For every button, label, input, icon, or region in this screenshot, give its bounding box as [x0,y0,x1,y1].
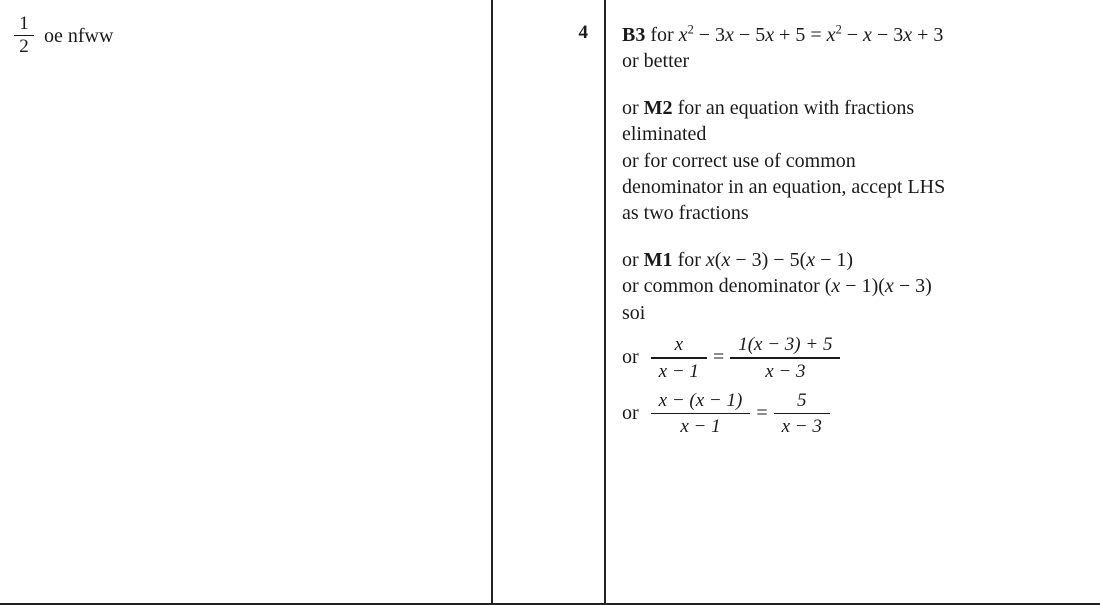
guidance-equation-1 [622,334,1086,382]
guidance-cell [606,0,1100,605]
eq1-right-numerator: 1(x − 3) + 5 [738,333,833,355]
m2-line-5: as two fractions [622,202,749,225]
eq2-equals: = [756,402,768,425]
marks-cell [493,0,606,605]
eq1-or: or [622,346,639,369]
m2-text: for an equation with fractions [677,96,915,119]
b3-text: for [650,24,674,46]
guidance-block-b3 [622,22,1086,75]
guidance-equation-2 [622,390,1086,438]
eq1-left-numerator: x [674,333,684,355]
eq2-left-fraction [651,390,751,438]
guidance-line-m2 [622,95,1086,121]
eq2-right-fraction [774,390,830,438]
code-m1: M1 [643,248,673,271]
eq1-equals: = [712,346,725,369]
eq1-left-fraction [651,334,707,382]
code-m2: M2 [643,96,673,119]
m1-text: for [677,248,701,271]
m2-line-3: or for correct use of common [622,149,856,172]
mark-value: 4 [578,22,588,43]
m1-line-2 [622,273,1086,299]
guidance-block-m1 [622,247,1086,326]
code-b3: B3 [622,24,646,46]
fraction-numerator: 1 [19,13,29,34]
guidance-line-or-better: or better [622,50,690,73]
eq2-right-numerator: 5 [797,389,807,411]
spacer-1 [622,75,1086,95]
eq2-or: or [622,402,639,425]
eq2-right-denominator: x − 3 [781,416,822,438]
b3-expression: $x^2 - 3x - 5x + 5 = x^2 - x - 3x + 3$ [678,22,944,46]
guidance-line-b3 [622,22,1086,48]
m2-line-2: eliminated [622,123,707,146]
m1-or: or [622,248,639,271]
m2-or: or [622,96,639,119]
eq1-left-denominator: x − 1 [658,360,699,382]
m1-line-3: soi [622,301,646,324]
fraction-denominator: 2 [19,36,29,58]
eq2-left-denominator: x − 1 [680,416,721,438]
answer-note: oe nfww [44,24,114,47]
eq1-right-denominator: x − 3 [765,360,806,382]
spacer-2 [622,227,1086,247]
guidance-line-m1 [622,247,1086,273]
answer-fraction [14,14,34,57]
guidance-block-m2 [622,95,1086,227]
eq1-right-fraction [730,334,840,382]
answer-cell [0,0,493,605]
eq2-left-numerator: x − (x − 1) [658,389,743,411]
m2-line-4: denominator in an equation, accept LHS [622,175,946,198]
answer-content [14,14,479,57]
m1-expression: x(x − 3) − 5(x − 1) [705,248,854,271]
m1-common-denominator-text: or common denominator [622,275,820,298]
m1-common-denominator-expression: (x − 1)(x − 3) [824,275,932,298]
